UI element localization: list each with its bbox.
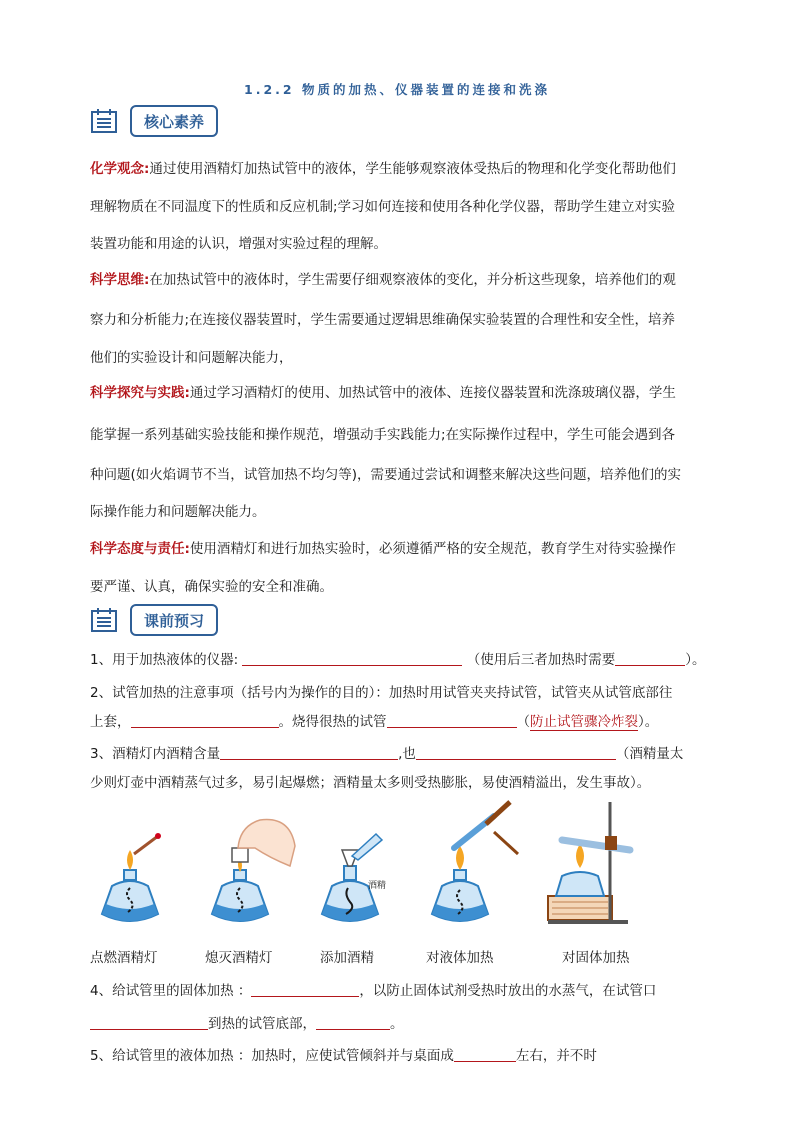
answer-text: 防止试管骤冷炸裂: [530, 714, 638, 730]
question-1: 1、用于加热液体的仪器: （使用后三者加热时需要 ）。: [90, 652, 706, 668]
caption-heating-solid: 对固体加热: [562, 950, 630, 966]
answer-blank[interactable]: [615, 652, 685, 666]
core-label: 科学思维:: [90, 272, 150, 288]
core-paragraph: 科学态度与责任:使用酒精灯和进行加热实验时，必须遵循严格的安全规范，教育学生对待实验操作: [90, 541, 676, 557]
lighting-lamp-illustration: [102, 833, 161, 921]
answer-blank[interactable]: [220, 746, 398, 760]
question-5: 5、给试管里的液体加热 ：加热时，应使试管倾斜并与桌面成 左右，并不时: [90, 1048, 597, 1064]
section-heading-preview: [90, 603, 218, 637]
answer-blank[interactable]: [454, 1048, 516, 1062]
core-paragraph: 科学思维:在加热试管中的液体时，学生需要仔细观察液体的变化，并分析这些现象，培养他们的观: [90, 272, 676, 288]
core-label: 化学观念:: [90, 161, 150, 177]
answer-blank[interactable]: [242, 652, 462, 666]
question-3: 3、酒精灯内酒精含量 ,也 （酒精量太: [90, 746, 684, 762]
caption-heating-liquid: 对液体加热: [426, 950, 494, 966]
list-icon: [90, 606, 118, 634]
answer-blank[interactable]: [251, 983, 359, 997]
heating-solid-illustration: [548, 802, 630, 924]
heating-liquid-illustration: [432, 802, 518, 921]
page-title: 1.2.2 物质的加热、仪器装置的连接和洗涤: [244, 82, 550, 97]
question-4: 4、给试管里的固体加热 ： ，以防止固体试剂受热时放出的水蒸气，在试管口: [90, 983, 657, 999]
caption-lighting: 点燃酒精灯: [90, 950, 158, 966]
answer-blank[interactable]: [416, 746, 616, 760]
lamp-figure: [90, 796, 710, 936]
answer-blank[interactable]: [387, 714, 517, 728]
answer-blank[interactable]: [90, 1016, 208, 1030]
core-paragraph: 化学观念:通过使用酒精灯加热试管中的液体，学生能够观察液体受热后的物理和化学变化帮助他们: [90, 161, 676, 177]
caption-extinguishing: 熄灭酒精灯: [205, 950, 273, 966]
section-label: 核心素养: [130, 105, 218, 137]
section-heading-core: [90, 104, 218, 138]
adding-alcohol-illustration: [322, 834, 386, 921]
answer-blank[interactable]: [131, 714, 279, 728]
list-icon: [90, 107, 118, 135]
answer-blank[interactable]: [316, 1016, 390, 1030]
section-label: 课前预习: [130, 604, 218, 636]
question-2: 2、试管加热的注意事项（括号内为操作的目的）：加热时用试管夹夹持试管，试管夹从试管底部往: [90, 685, 673, 701]
caption-adding: 添加酒精: [320, 950, 374, 966]
extinguishing-lamp-illustration: [212, 820, 295, 921]
core-paragraph: 科学探究与实践:通过学习酒精灯的使用、加热试管中的液体、连接仪器装置和洗涤玻璃仪器，学生: [90, 385, 676, 401]
core-label: 科学态度与责任:: [90, 541, 190, 557]
alcohol-label: 酒精: [368, 881, 387, 891]
core-label: 科学探究与实践:: [90, 385, 190, 401]
